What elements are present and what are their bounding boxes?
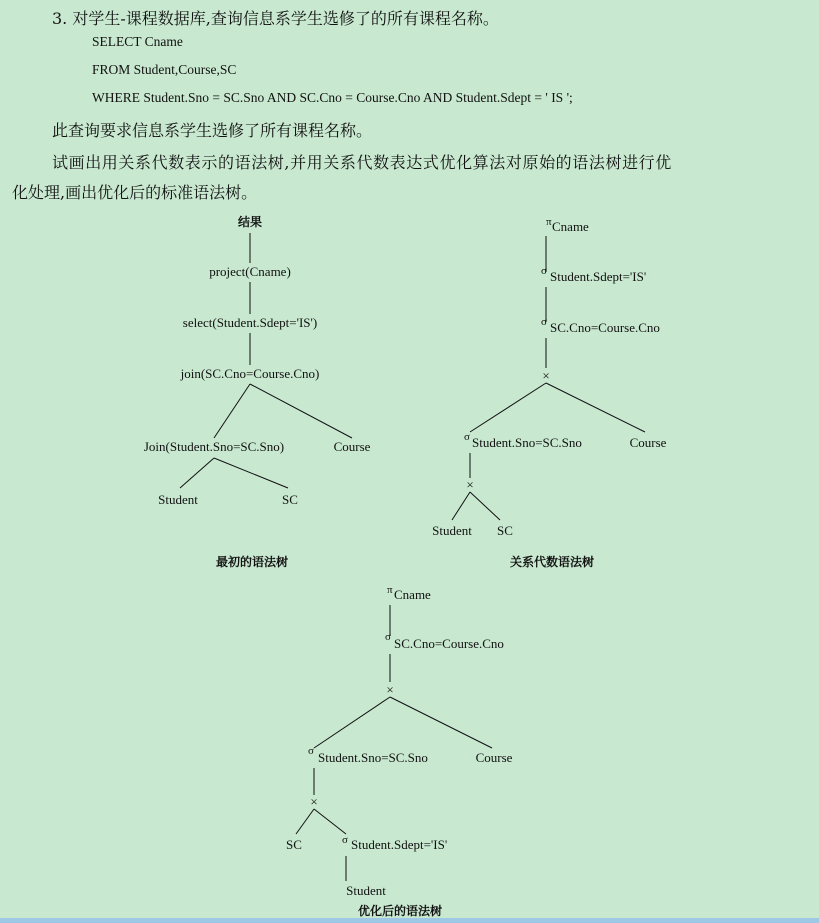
tree2-course-leaf: Course	[629, 435, 667, 450]
tree2-cname-label: Cname	[552, 219, 589, 234]
tree3-course-leaf: Course	[475, 750, 513, 765]
tree3-sdept-condition: Student.Sdept='IS'	[351, 837, 448, 852]
tree2-cross-product: ×	[542, 368, 550, 383]
bottom-edge-bar	[0, 918, 819, 923]
tree1-student-leaf: Student	[158, 492, 198, 507]
tree3-student-leaf: Student	[346, 883, 386, 898]
paragraph-task-line1: 试画出用关系代数表示的语法树,并用关系代数表达式优化算法对原始的语法树进行优	[52, 153, 672, 172]
tree2-sdept-condition: Student.Sdept='IS'	[550, 269, 647, 284]
tree-relational-algebra	[432, 216, 667, 569]
tree3-sc-leaf: SC	[286, 837, 302, 852]
tree-initial	[144, 214, 371, 569]
tree1-caption: 最初的语法树	[215, 555, 289, 569]
tree3-cross-product: ×	[386, 682, 394, 697]
question-title: 3. 对学生-课程数据库,查询信息系学生选修了的所有课程名称。	[52, 9, 499, 28]
tree2-pi-symbol: π	[546, 216, 552, 228]
tree3-sigma-sdept: σ	[342, 834, 348, 846]
tree2-sigma-cno: σ	[541, 316, 547, 328]
tree1-project-node: project(Cname)	[209, 264, 291, 279]
tree-optimized	[286, 584, 513, 918]
tree3-pi-symbol: π	[387, 584, 393, 596]
tree3-caption: 优化后的语法树	[357, 904, 443, 918]
tree1-course-leaf: Course	[333, 439, 371, 454]
tree1-select-node: select(Student.Sdept='IS')	[182, 315, 318, 330]
sql-line-from: FROM Student,Course,SC	[92, 62, 237, 77]
tree2-sc-leaf: SC	[497, 523, 513, 538]
tree1-join-outer-node: join(SC.Cno=Course.Cno)	[180, 366, 320, 381]
tree2-sigma-sno: σ	[464, 431, 470, 443]
tree3-cross-product-lower: ×	[310, 794, 318, 809]
tree3-cname-label: Cname	[394, 587, 431, 602]
tree1-root-result: 结果	[237, 215, 263, 229]
tree1-join-inner-node: Join(Student.Sno=SC.Sno)	[143, 439, 285, 454]
tree3-cno-condition: SC.Cno=Course.Cno	[394, 636, 504, 651]
tree3-sigma-cno: σ	[385, 631, 391, 643]
tree2-sigma-sdept: σ	[541, 265, 547, 277]
tree2-sno-condition: Student.Sno=SC.Sno	[472, 435, 582, 450]
tree3-sigma-sno: σ	[308, 745, 314, 757]
paragraph-requirement: 此查询要求信息系学生选修了所有课程名称。	[52, 121, 373, 140]
sql-line-select: SELECT Cname	[92, 34, 183, 49]
tree2-cross-product-lower: ×	[466, 477, 474, 492]
tree3-sno-condition: Student.Sno=SC.Sno	[318, 750, 428, 765]
tree2-caption: 关系代数语法树	[509, 555, 595, 569]
tree1-sc-leaf: SC	[282, 492, 298, 507]
paragraph-task-line2: 化处理,画出优化后的标准语法树。	[12, 183, 258, 202]
sql-line-where: WHERE Student.Sno = SC.Sno AND SC.Cno = Course.Cno AND Student.Sdept = ' IS ';	[92, 90, 573, 105]
tree2-student-leaf: Student	[432, 523, 472, 538]
tree2-cno-condition: SC.Cno=Course.Cno	[550, 320, 660, 335]
